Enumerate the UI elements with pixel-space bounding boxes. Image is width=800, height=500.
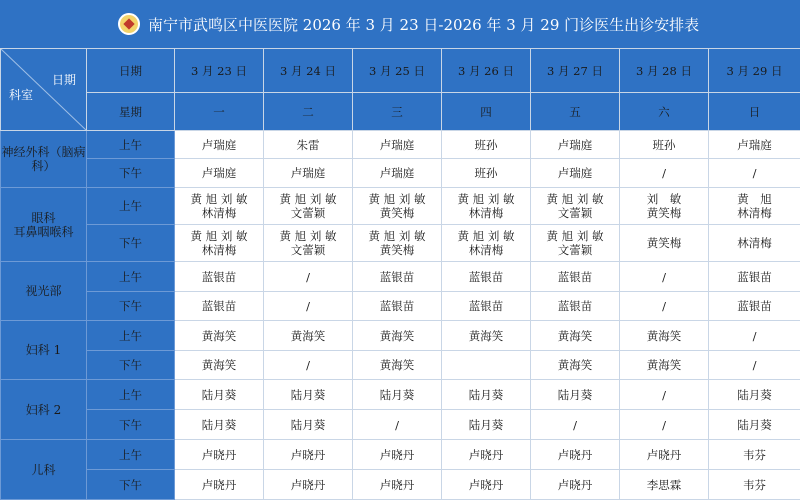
doctor-cell: 黄 旭 刘 敏 黄笑梅 (353, 188, 442, 225)
weekday-cell: 五 (531, 93, 620, 131)
doctor-cell: 陆月葵 (442, 380, 531, 410)
schedule-row (1, 131, 800, 159)
doctor-cell: 韦芬 (709, 470, 800, 500)
date-cell: 3 月 28 日 (620, 49, 709, 93)
date-cell: 3 月 26 日 (442, 49, 531, 93)
doctor-cell: 陆月葵 (264, 380, 353, 410)
doctor-cell: 黄海笑 (353, 321, 442, 351)
department-name: 妇科 2 (1, 380, 87, 440)
doctor-cell: 陆月葵 (709, 380, 800, 410)
session-label: 上午 (87, 380, 175, 410)
doctor-cell: 班孙 (442, 159, 531, 188)
doctor-cell: / (264, 351, 353, 380)
schedule-row (1, 262, 800, 292)
session-label: 上午 (87, 262, 175, 292)
doctor-cell: 卢晓丹 (531, 440, 620, 470)
doctor-cell: / (531, 410, 620, 440)
doctor-cell: 黄 旭 刘 敏 文蕾颖 (531, 225, 620, 262)
session-label: 下午 (87, 410, 175, 440)
doctor-cell: 黄笑梅 (620, 225, 709, 262)
doctor-cell: / (620, 159, 709, 188)
corner-header (1, 49, 87, 131)
doctor-cell: 蓝银苗 (709, 292, 800, 321)
doctor-cell: 卢晓丹 (442, 470, 531, 500)
doctor-cell: 黄海笑 (175, 321, 264, 351)
doctor-cell: 卢瑞庭 (264, 159, 353, 188)
doctor-cell: 黄 旭 刘 敏 黄笑梅 (353, 225, 442, 262)
doctor-cell: 陆月葵 (442, 410, 531, 440)
doctor-cell: 林清梅 (709, 225, 800, 262)
doctor-cell: / (620, 292, 709, 321)
hospital-emblem-icon (118, 13, 140, 35)
doctor-cell: 班孙 (620, 131, 709, 159)
page-title: 南宁市武鸣区中医医院 2026 年 3 月 23 日-2026 年 3 月 29 门诊医生出诊安排表 (148, 14, 699, 35)
doctor-cell: / (620, 380, 709, 410)
doctor-cell: 卢晓丹 (620, 440, 709, 470)
date-cell: 3 月 29 日 (709, 49, 800, 93)
schedule-row (1, 410, 800, 440)
doctor-cell: 黄海笑 (442, 321, 531, 351)
schedule-row (1, 292, 800, 321)
session-label: 上午 (87, 440, 175, 470)
doctor-cell: 卢瑞庭 (175, 159, 264, 188)
weekday-cell: 日 (709, 93, 800, 131)
doctor-cell: 蓝银苗 (442, 262, 531, 292)
schedule-row (1, 470, 800, 500)
title-bar (0, 0, 800, 48)
doctor-cell: 朱雷 (264, 131, 353, 159)
weekday-cell: 四 (442, 93, 531, 131)
doctor-cell: 卢瑞庭 (709, 131, 800, 159)
session-label: 下午 (87, 225, 175, 262)
doctor-cell (442, 351, 531, 380)
doctor-cell: 黄 旭 刘 敏 文蕾颖 (531, 188, 620, 225)
session-label: 上午 (87, 188, 175, 225)
doctor-cell: 黄 旭 刘 敏 文蕾颖 (264, 188, 353, 225)
corner-date-label: 日期 (52, 73, 76, 87)
doctor-cell: 黄海笑 (620, 321, 709, 351)
doctor-cell: 黄 旭 刘 敏 文蕾颖 (264, 225, 353, 262)
schedule-row (1, 159, 800, 188)
doctor-cell: 卢晓丹 (264, 470, 353, 500)
doctor-cell: 刘 敏 黄笑梅 (620, 188, 709, 225)
date-cell: 3 月 25 日 (353, 49, 442, 93)
doctor-cell: 卢晓丹 (353, 440, 442, 470)
doctor-cell: 蓝银苗 (709, 262, 800, 292)
doctor-cell: 黄 旭 刘 敏 林清梅 (442, 188, 531, 225)
schedule-row (1, 225, 800, 262)
doctor-cell: 卢晓丹 (264, 440, 353, 470)
department-name: 眼科 耳鼻咽喉科 (1, 188, 87, 262)
session-label: 上午 (87, 321, 175, 351)
schedule-row (1, 380, 800, 410)
doctor-cell: 卢瑞庭 (531, 131, 620, 159)
doctor-cell: 黄 旭 刘 敏 林清梅 (175, 188, 264, 225)
doctor-cell: 卢晓丹 (175, 470, 264, 500)
doctor-cell: 韦芬 (709, 440, 800, 470)
doctor-cell: 卢晓丹 (353, 470, 442, 500)
doctor-cell: 陆月葵 (353, 380, 442, 410)
doctor-cell: / (264, 292, 353, 321)
doctor-cell: / (620, 410, 709, 440)
doctor-cell: 蓝银苗 (175, 262, 264, 292)
doctor-cell: 卢瑞庭 (531, 159, 620, 188)
schedule-row (1, 188, 800, 225)
doctor-cell: 陆月葵 (175, 410, 264, 440)
doctor-cell: 李思霖 (620, 470, 709, 500)
session-label: 上午 (87, 131, 175, 159)
corner-dept-label: 科室 (9, 88, 33, 102)
doctor-cell: / (709, 159, 800, 188)
date-cell: 3 月 24 日 (264, 49, 353, 93)
date-cell: 3 月 23 日 (175, 49, 264, 93)
doctor-cell: 陆月葵 (531, 380, 620, 410)
doctor-cell: 卢瑞庭 (353, 159, 442, 188)
doctor-cell: 黄海笑 (531, 351, 620, 380)
doctor-cell: / (264, 262, 353, 292)
date-cell: 3 月 27 日 (531, 49, 620, 93)
doctor-cell: 卢晓丹 (175, 440, 264, 470)
schedule-row (1, 440, 800, 470)
doctor-cell: / (353, 410, 442, 440)
doctor-cell: 黄海笑 (353, 351, 442, 380)
doctor-cell: / (709, 321, 800, 351)
date-row-label: 日期 (87, 49, 175, 93)
session-label: 下午 (87, 159, 175, 188)
doctor-cell: 陆月葵 (709, 410, 800, 440)
doctor-cell: 黄海笑 (264, 321, 353, 351)
weekday-row (1, 93, 800, 131)
schedule-row (1, 321, 800, 351)
doctor-cell: 蓝银苗 (175, 292, 264, 321)
doctor-cell: 黄海笑 (620, 351, 709, 380)
session-label: 下午 (87, 292, 175, 321)
weekday-cell: 二 (264, 93, 353, 131)
doctor-cell: 蓝银苗 (531, 262, 620, 292)
doctor-cell: 卢晓丹 (531, 470, 620, 500)
weekday-cell: 一 (175, 93, 264, 131)
doctor-cell: 黄海笑 (531, 321, 620, 351)
doctor-cell: 黄海笑 (175, 351, 264, 380)
department-name: 视光部 (1, 262, 87, 321)
doctor-cell: 陆月葵 (175, 380, 264, 410)
doctor-cell: 蓝银苗 (353, 292, 442, 321)
doctor-cell: / (709, 351, 800, 380)
department-name: 神经外科（脑病科） (1, 131, 87, 188)
doctor-cell: 陆月葵 (264, 410, 353, 440)
department-name: 儿科 (1, 440, 87, 500)
schedule-row (1, 351, 800, 380)
department-name: 妇科 1 (1, 321, 87, 380)
doctor-cell: 卢晓丹 (442, 440, 531, 470)
weekday-row-label: 星期 (87, 93, 175, 131)
doctor-cell: 班孙 (442, 131, 531, 159)
session-label: 下午 (87, 470, 175, 500)
weekday-cell: 六 (620, 93, 709, 131)
doctor-cell: 蓝银苗 (353, 262, 442, 292)
doctor-cell: / (620, 262, 709, 292)
doctor-cell: 蓝银苗 (531, 292, 620, 321)
doctor-cell: 黄 旭 刘 敏 林清梅 (175, 225, 264, 262)
doctor-cell: 黄 旭 林清梅 (709, 188, 800, 225)
doctor-cell: 蓝银苗 (442, 292, 531, 321)
doctor-cell: 卢瑞庭 (353, 131, 442, 159)
weekday-cell: 三 (353, 93, 442, 131)
date-row (1, 49, 800, 93)
doctor-cell: 黄 旭 刘 敏 林清梅 (442, 225, 531, 262)
doctor-cell: 卢瑞庭 (175, 131, 264, 159)
session-label: 下午 (87, 351, 175, 380)
schedule-table (0, 48, 800, 500)
